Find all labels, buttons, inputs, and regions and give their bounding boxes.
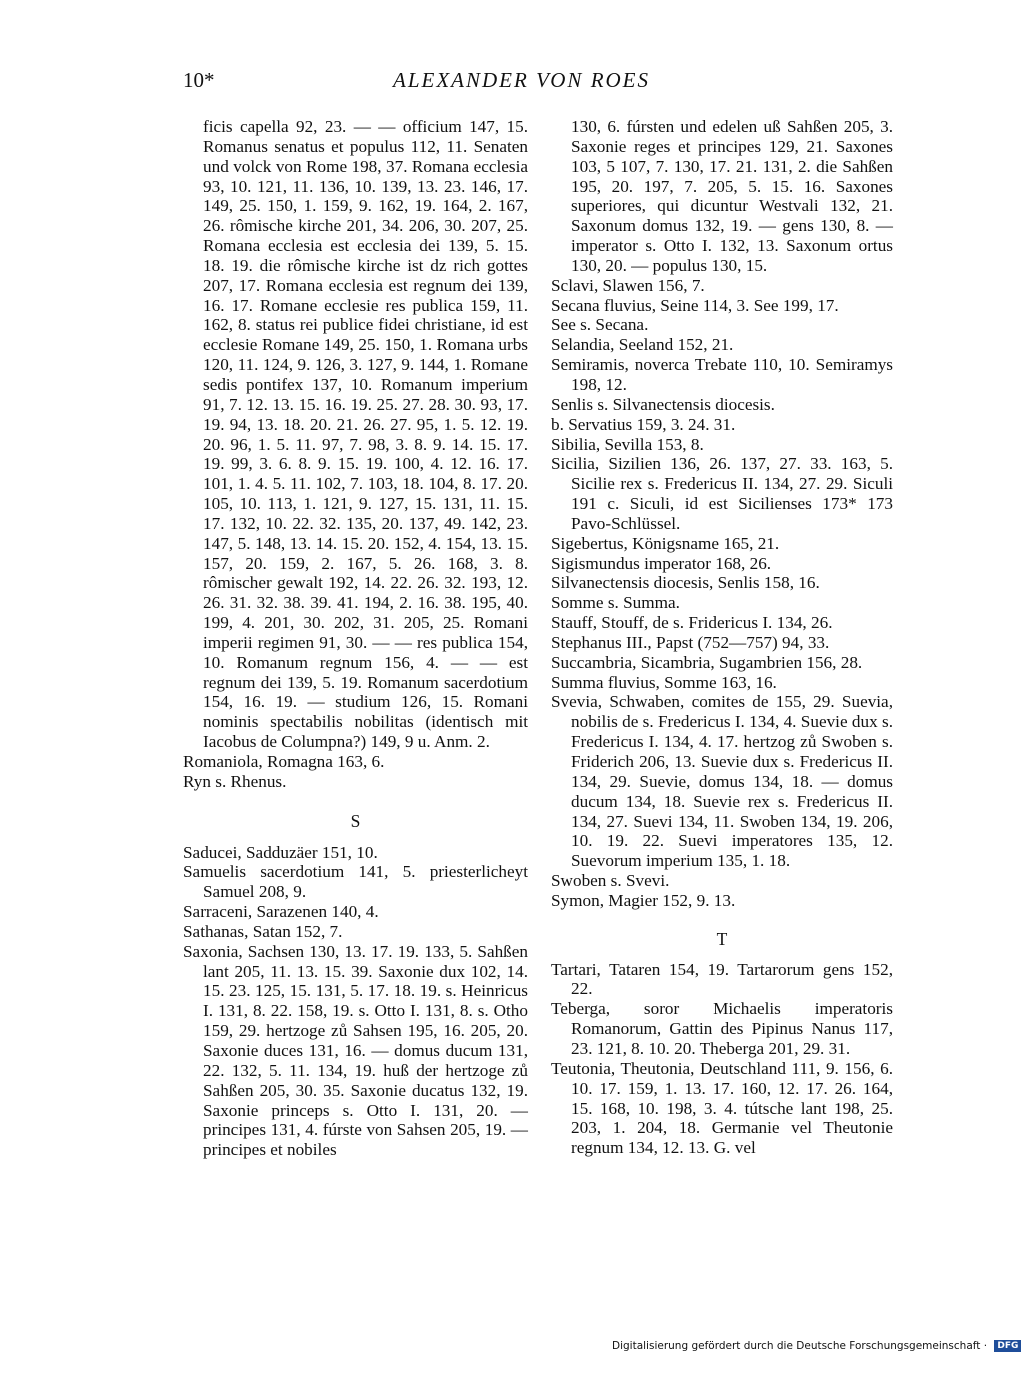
footer-credit: Digitalisierung gefördert durch die Deutsche Forschungsgemeinschaft · — [612, 1340, 988, 1352]
left-index-column — [183, 117, 528, 1160]
running-title: ALEXANDER VON ROES — [393, 68, 651, 92]
index-entry: Silvanectensis diocesis, Senlis 158, 16. — [551, 573, 820, 593]
index-entry: Saxonia, Sachsen 130, 13. 17. 19. 133, 5. Sahßen lant 205, 11. 13. 15. 39. Saxonie dux 102, 14. 15. 23. 125, 15. 131, 5. 17. 18. 19. s. Heinricus I. 131, 8. 22. 158, 19. s. Otto I. 131, 8. s. Otho 159, 29. hertzoge zů Sahsen 195, 16. 205, 20. Saxonie duces 131, 16. — domus ducum 131, 22. 132, 5. 11. 134, 19. huß der hertzoge zů Sahßen 205, 30. 35. Saxonie ducatus 132, 19. Saxonie princeps s. Otto I. 131, 20. — principes 131, 4. fúrste von Sahsen 205, 19. — principes et nobiles — [183, 941, 528, 1160]
section-letter: S — [350, 810, 361, 831]
index-entry: Saducei, Sadduzäer 151, 10. — [183, 842, 378, 862]
index-entry: ficis capella 92, 23. — — officium 147, 15. Romanus senatus et populus 112, 11. Senaten und volck von Rome 198, 37. Romana ecclesia 93, 10. 121, 11. 136, 10. 139, 13. 23. 146, 17. 149, 25. 150, 1. 159, 9. 162, 19. 164, 2. 167, 26. rômische kirche 201, 34. 206, 30. 207, 25. Romana ecclesia est ecclesia dei 139, 5. 15. 18. 19. die rômische kirche ist dz rich gottes 207, 17. Romana ecclesia est regnum dei 139, 16. 17. Romane ecclesie res publica 159, 11. 162, 8. status rei publice fidei christiane, id est ecclesie Romane 149, 25. 150, 1. Romana urbs 120, 11. 124, 9. 126, 3. 127, 9. 144, 1. Romane sedis pontifex 137, 10. Romanum imperium 91, 7. 12. 13. 15. 16. 19. 25. 27. 28. 30. 93, 17. 19. 94, 13. 18. 20. 21. 26. 27. 95, 1. 5. 12. 19. 20. 96, 1. 5. 11. 97, 7. 98, 3. 8. 9. 14. 15. 17. 19. 99, 3. 6. 8. 9. 15. 19. 100, 4. 12. 16. 17. 101, 1. 4. 5. 11. 102, 7. 103, 18. 104, 8. 17. 20. 105, 10. 113, 1. 121, 9. 127, 15. 131, 11. 15. 17. 132, 10. 22. 32. 135, 20. 137, 49. 142, 23. 147, 5. 148, 13. 14. 15. 20. 152, 4. 154, 13. 15. 157, 20. 159, 2. 167, 5. 26. 168, 3. 8. rômischer gewalt 192, 14. 22. 26. 32. 193, 12. 26. 31. 32. 38. 39. 41. 194, 2. 16. 38. 195, 40. 199, 4. 201, 30. 202, 31. 205, 25. Romani imperii regimen 91, 30. — — res publica 154, 10. Romanum regnum 156, 4. — — est regnum dei 139, 5. 19. Romanum sacerdotium 154, 16. 19. — studium 126, 15. Romani nominis spectabilis nobilitas (identisch mit Iacobus de Columpna?) 149, 9 u. Anm. 2. — [203, 117, 528, 752]
index-entry: Sclavi, Slawen 156, 7. — [551, 275, 705, 295]
index-entry: Tartari, Tataren 154, 19. Tartarorum gens 152, 22. — [551, 959, 893, 999]
index-entry: Selandia, Seeland 152, 21. — [551, 335, 734, 355]
index-entry: Senlis s. Silvanectensis diocesis. — [551, 394, 775, 414]
index-entry: Stephanus III., Papst (752—757) 94, 33. — [551, 632, 830, 652]
index-entry: Symon, Magier 152, 9. 13. — [551, 890, 736, 910]
index-entry: See s. Secana. — [551, 315, 649, 335]
index-entry: Teutonia, Theutonia, Deutschland 111, 9. 156, 6. 10. 17. 159, 1. 13. 17. 160, 12. 17. 26. 164, 15. 168, 10. 198, 3. 4. tútsche lant 198, 25. 203, 1. 204, 18. Germanie vel Theutonie regnum 134, 12. 13. G. vel — [551, 1058, 893, 1158]
index-entry: Sathanas, Satan 152, 7. — [183, 921, 343, 941]
index-entry: Ryn s. Rhenus. — [183, 771, 287, 791]
index-entry: Sibilia, Sevilla 153, 8. — [551, 434, 704, 454]
index-entry: Succambria, Sicambria, Sugambrien 156, 28. — [551, 652, 863, 672]
index-entry: b. Servatius 159, 3. 24. 31. — [551, 414, 736, 434]
section-letter: T — [716, 928, 728, 949]
index-entry: Sigebertus, Königsname 165, 21. — [551, 533, 780, 553]
index-entry: Summa fluvius, Somme 163, 16. — [551, 672, 777, 692]
index-entry: Secana fluvius, Seine 114, 3. See 199, 17. — [551, 295, 839, 315]
index-entry: 130, 6. fúrsten und edelen uß Sahßen 205, 3. Saxonie reges et principes 129, 21. Saxones 103, 5 107, 7. 130, 17. 21. 131, 2. die Sahßen 195, 20. 197, 7. 205, 5. 15. 16. Saxones superiores, qui dicuntur Westvali 132, 21. Saxonum domus 132, 19. — gens 130, 8. — imperator s. Otto I. 132, 13. Saxonum ortus 130, 20. — populus 130, 15. — [571, 117, 893, 275]
index-entry: Svevia, Schwaben, comites de 155, 29. Suevia, nobilis de s. Fredericus I. 134, 4. Suevie dux s. Fredericus I. 134, 4. 17. hertzog zů Swoben s. Friderich 206, 13. Suevie dux s. Fredericus II. 134, 29. Suevie, domus 134, 18. — domus ducum 134, 18. Suevie rex s. Fredericus II. 134, 27. Suevi 134, 11. Swoben 134, 19. 206, 10. 19. 22. Suevi imperatores 135, 12. Suevorum imperium 135, 1. 18. — [551, 692, 893, 871]
right-index-column — [551, 117, 893, 1158]
index-entry: Romaniola, Romagna 163, 6. — [183, 752, 385, 771]
index-entry: Sarraceni, Sarazenen 140, 4. — [183, 902, 379, 922]
index-entry: Somme s. Summa. — [551, 593, 680, 613]
page-header — [183, 68, 893, 98]
index-entry: Sicilia, Sizilien 136, 26. 137, 27. 33. 163, 5. Sicilie rex s. Fredericus II. 134, 27. 29. Siculi 191 c. Siculi, id est Sicilienses 173* 173 Pavo-Schlüssel. — [551, 454, 893, 533]
dfg-logo: DFG — [994, 1340, 1021, 1352]
index-entry: Samuelis sacerdotium 141, 5. priesterlicheyt Samuel 208, 9. — [183, 862, 528, 902]
index-entry: Swoben s. Svevi. — [551, 871, 670, 891]
footer — [612, 1340, 1021, 1352]
page-number: 10* — [183, 68, 215, 92]
index-entry: Teberga, soror Michaelis imperatoris Romanorum, Gattin des Pipinus Nanus 117, 23. 121, 8. 10. 20. Theberga 201, 29. 31. — [551, 999, 893, 1058]
index-entry: Semiramis, noverca Trebate 110, 10. Semiramys 198, 12. — [551, 355, 893, 394]
index-entry: Sigismundus imperator 168, 26. — [551, 553, 772, 573]
index-entry: Stauff, Stouff, de s. Fridericus I. 134, 26. — [551, 613, 833, 633]
